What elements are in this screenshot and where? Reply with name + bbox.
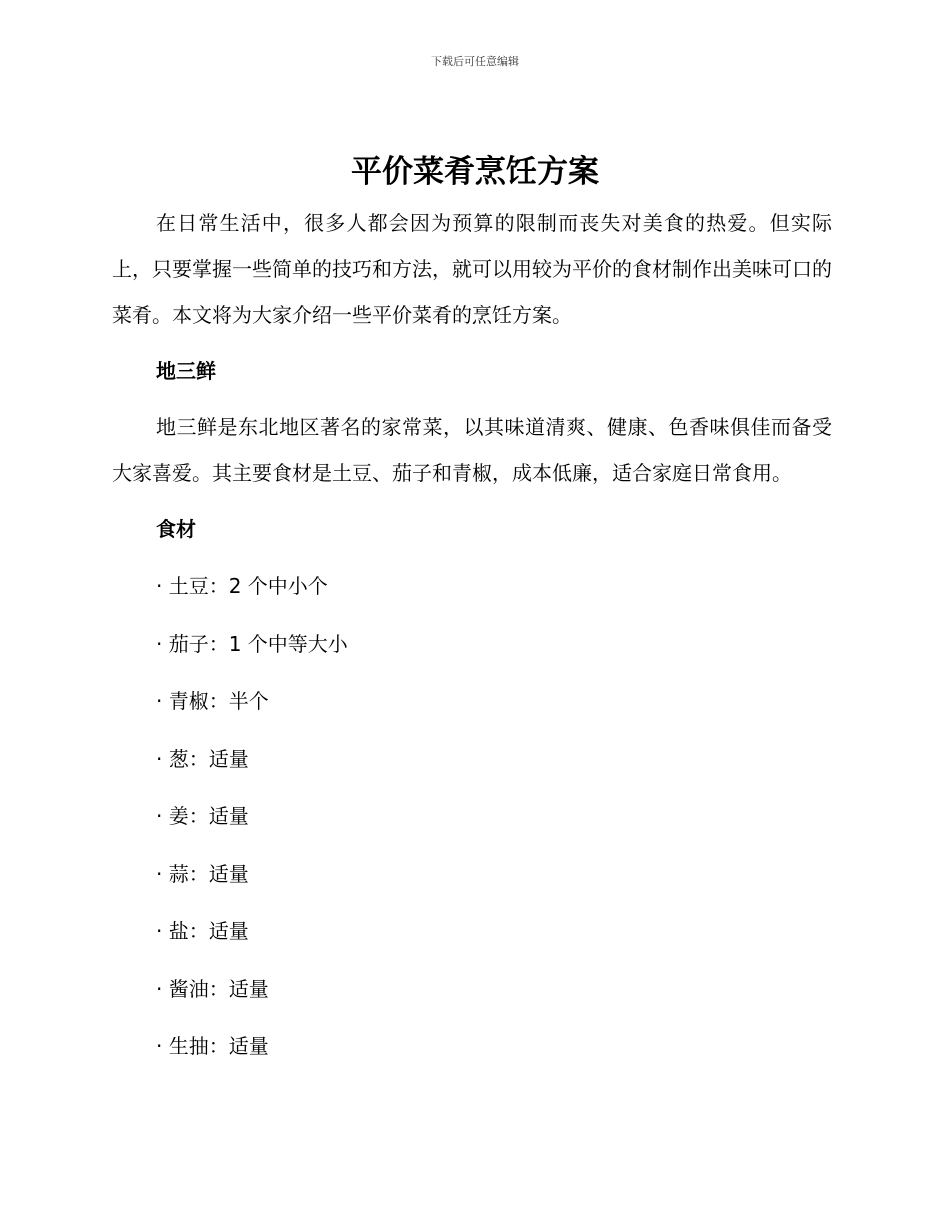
section-description: 地三鲜是东北地区著名的家常菜，以其味道清爽、健康、色香味俱佳而备受大家喜爱。其主要食材是土豆、茄子和青椒，成本低廉，适合家庭日常食用。	[112, 415, 832, 485]
ingredient-item: · 生抽：适量	[156, 1034, 269, 1058]
ingredient-item: · 酱油：适量	[156, 976, 269, 1001]
ingredient-item: · 蒜：适量	[156, 861, 249, 886]
document-body	[112, 200, 832, 1081]
ingredient-item: · 青椒：半个	[156, 689, 269, 713]
page-header: 下载后可任意编辑	[431, 55, 519, 68]
ingredient-item: · 盐：适量	[156, 919, 249, 943]
ingredient-item: · 姜：适量	[156, 804, 249, 828]
ingredients-heading: 食材	[156, 517, 196, 541]
ingredient-item: · 土豆：2 个中小个	[156, 574, 328, 598]
ingredient-item: · 葱：适量	[156, 746, 249, 771]
ingredient-item: · 茄子：1 个中等大小	[156, 631, 348, 656]
intro-paragraph: 在日常生活中，很多人都会因为预算的限制而丧失对美食的热爱。但实际上，只要掌握一些简单的技巧和方法，就可以用较为平价的食材制作出美味可口的菜肴。本文将为大家介绍一些平价菜肴的烹饪方案。	[112, 211, 832, 327]
ingredient-list	[156, 563, 832, 1069]
document-title: 平价菜肴烹饪方案	[351, 154, 599, 190]
section-heading: 地三鲜	[156, 359, 216, 383]
